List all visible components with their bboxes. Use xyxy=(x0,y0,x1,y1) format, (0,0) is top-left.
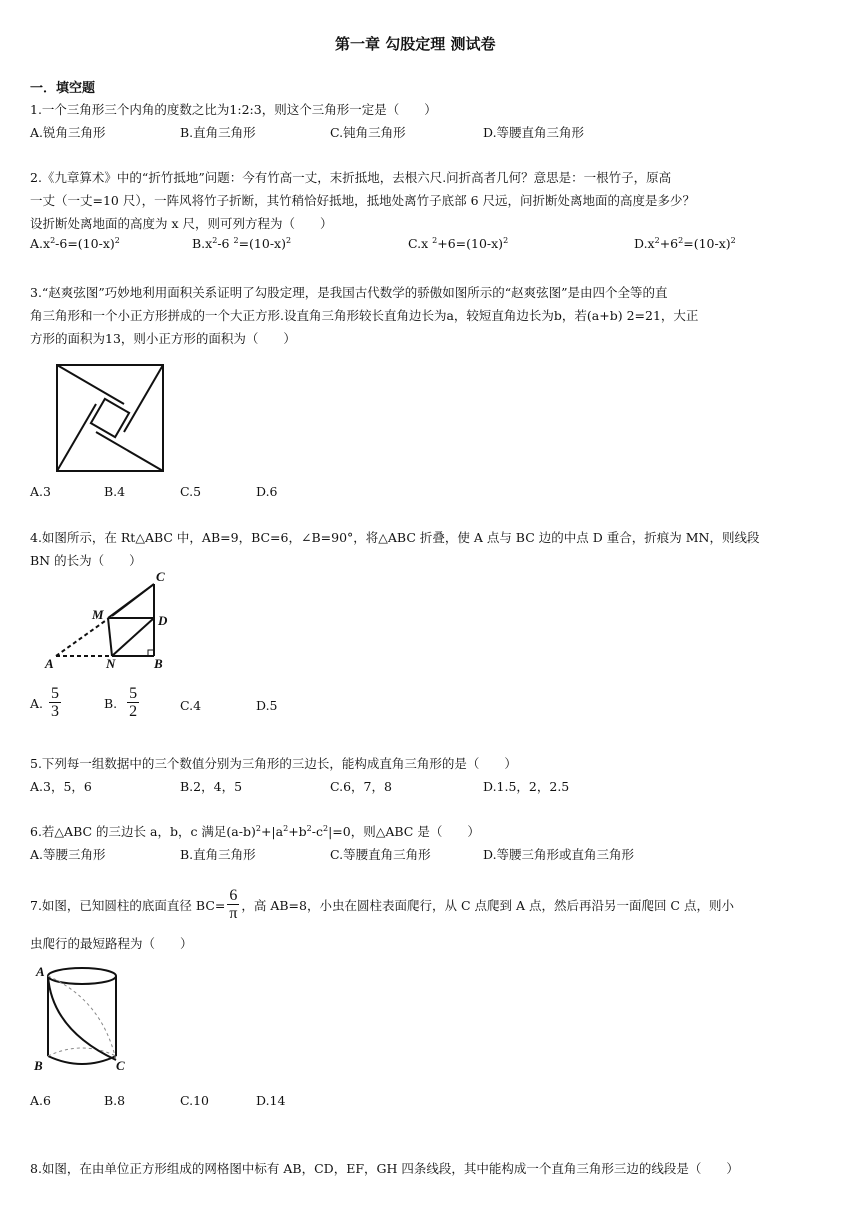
zhao-shuang-string-figure xyxy=(50,358,170,473)
fraction: $\frac{6}{\pi}$ xyxy=(229,887,238,922)
question-2-line-1: 2.《九章算术》中的“折竹抵地”问题：今有竹高一丈，末折抵地，去根六尺.问折高者几何？意思是：一根竹子，原高 xyxy=(30,170,672,185)
question-3-line-3: 方形的面积为13，则小正方形的面积为（ ） xyxy=(30,331,296,346)
page-title: 第一章 勾股定理 测试卷 xyxy=(335,35,496,53)
figure-label-m: M xyxy=(92,607,104,622)
question-6-option-d: D.等腰三角形或直角三角形 xyxy=(483,847,635,862)
question-7-line-2: 虫爬行的最短路程为（ ） xyxy=(30,936,193,951)
question-4-option-a: A. $\frac{5}{3}$ xyxy=(30,685,60,720)
figure-label-d: D xyxy=(158,613,168,628)
question-5-option-b: B.2，4，5 xyxy=(180,779,243,794)
question-4-line-2: BN 的长为（ ） xyxy=(30,553,142,568)
section-heading: 一．填空题 xyxy=(30,81,96,96)
question-6-option-b: B.直角三角形 xyxy=(180,847,256,862)
cylinder-label-c: C xyxy=(116,1058,125,1073)
question-2-line-3: 设折断处离地面的高度为 x 尺，则可列方程为（ ） xyxy=(30,216,333,231)
figure-label-a: A xyxy=(45,656,54,671)
question-5-option-a: A.3，5，6 xyxy=(30,779,92,794)
figure-label-c: C xyxy=(156,570,165,584)
question-6-option-a: A.等腰三角形 xyxy=(30,847,106,862)
question-2-option-d: $D.x^2+6^2=(10-x)^2$ xyxy=(634,236,736,252)
question-3-option-c: C.5 xyxy=(180,484,202,499)
fraction: $\frac{5}{3}$ xyxy=(51,685,60,720)
question-4-line-1: 4.如图所示，在 Rt△ABC 中，AB=9，BC=6，∠B=90°，将△ABC 折叠，使 A 点与 BC 边的中点 D 重合，折痕为 MN，则线段 xyxy=(30,530,760,545)
question-3-option-b: B.4 xyxy=(104,484,126,499)
question-3-line-1: 3.“赵爽弦图”巧妙地利用面积关系证明了勾股定理，是我国古代数学的骄傲如图所示的“赵爽弦图”是由四个全等的直 xyxy=(30,285,668,300)
cylinder-figure xyxy=(32,960,132,1075)
question-7-line-1: 7.如图，已知圆柱的底面直径 BC= $\frac{6}{\pi}$ ，高 AB=8，小虫在圆柱表面爬行，从 C 点爬到 A 点，然后再沿另一面爬回 C 点，则小 xyxy=(30,887,734,922)
question-7-option-d: D.14 xyxy=(256,1093,286,1108)
question-7-option-c: C.10 xyxy=(180,1093,209,1108)
question-5-stem: 5.下列每一组数据中的三个数值分别为三角形的三边长，能构成直角三角形的是（ ） xyxy=(30,756,517,771)
figure-label-n: N xyxy=(106,656,116,671)
question-3-option-a: A.3 xyxy=(30,484,51,499)
triangle-fold-figure xyxy=(38,570,178,675)
cylinder-label-a: A xyxy=(36,964,45,979)
question-6-stem: 6.若△ABC 的三边长 a，b，c 满足$(a-b)^2+|a^2+b^2-c^2|=0$，则△ABC 是（ ） xyxy=(30,823,480,839)
question-2-option-a: $A.x^2-6=(10-x)^2$ xyxy=(30,236,120,252)
question-4-option-b: B. $\frac{5}{2}$ xyxy=(104,685,138,720)
question-3-line-2: 角三角形和一个小正方形拼成的一个大正方形.设直角三角形较长直角边长为a，较短直角边长为b，若(a+b) 2=21，大正 xyxy=(30,308,699,323)
question-7-option-a: A.6 xyxy=(30,1093,51,1108)
question-5-option-c: C.6，7，8 xyxy=(330,779,392,794)
question-1-option-d: D.等腰直角三角形 xyxy=(483,125,585,140)
question-1-stem: 1.一个三角形三个内角的度数之比为1:2:3，则这个三角形一定是（ ） xyxy=(30,102,437,117)
question-2-line-2: 一丈（一丈=10 尺），一阵风将竹子折断，其竹稍恰好抵地，抵地处离竹子底部 6 尺远，问折断处离地面的高度是多少？ xyxy=(30,193,696,208)
question-7-option-b: B.8 xyxy=(104,1093,126,1108)
question-4-option-c: C.4 xyxy=(180,698,202,713)
question-6-option-c: C.等腰直角三角形 xyxy=(330,847,431,862)
question-8-stem: 8.如图，在由单位正方形组成的网格图中标有 AB，CD，EF，GH 四条线段，其中能构成一个直角三角形三边的线段是（ ） xyxy=(30,1161,739,1176)
question-1-option-b: B.直角三角形 xyxy=(180,125,256,140)
question-1-option-a: A.锐角三角形 xyxy=(30,125,106,140)
cylinder-label-b: B xyxy=(34,1058,43,1073)
question-2-option-c: C.x $^2+6=(10-x)^2$ xyxy=(408,236,509,252)
question-3-option-d: D.6 xyxy=(256,484,278,499)
question-2-option-b: $B.x^2-6$ $^2=(10-x)^2$ xyxy=(192,236,292,252)
figure-label-b: B xyxy=(154,656,163,671)
question-4-option-d: D.5 xyxy=(256,698,278,713)
question-5-option-d: D.1.5，2，2.5 xyxy=(483,779,570,794)
question-1-option-c: C.钝角三角形 xyxy=(330,125,406,140)
fraction: $\frac{5}{2}$ xyxy=(129,685,138,720)
